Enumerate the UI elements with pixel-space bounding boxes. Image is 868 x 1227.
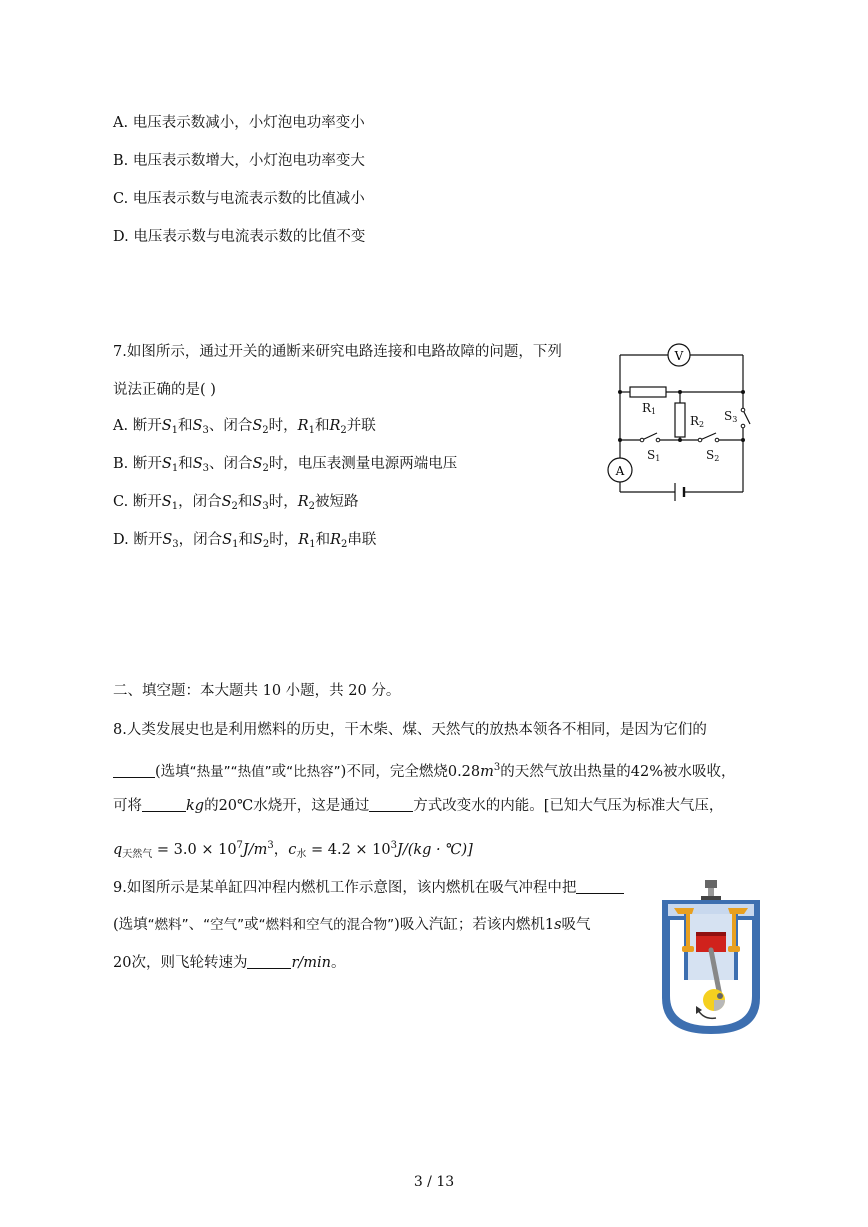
engine-diagram — [656, 878, 766, 1038]
answer-blank[interactable] — [247, 954, 291, 969]
q7-option-d: D. 断开$S_3$，闭合$S_1$和$S_2$时，$R_1$和$R_2$串联 — [113, 532, 377, 550]
s2-label: S2 — [706, 448, 720, 463]
s1-label: S1 — [647, 448, 661, 463]
page-number: 3 / 13 — [413, 1174, 455, 1190]
q7-stem-line1: 7.如图所示，通过开关的通断来研究电路连接和电路故障的问题，下列 — [113, 344, 562, 360]
q6-option-a: A. 电压表示数减小，小灯泡电功率变小 — [113, 115, 365, 131]
q9-stem-line2: (选填“燃料”、“空气”或“燃料和空气的混合物”)吸入汽缸；若该内燃机1s吸气 — [113, 917, 591, 933]
q7-stem-line2: 说法正确的是( ) — [113, 382, 216, 398]
voltmeter-label: V — [674, 349, 684, 363]
q6-option-c: C. 电压表示数与电流表示数的比值减小 — [113, 191, 365, 207]
answer-blank[interactable] — [113, 763, 155, 778]
section-heading: 二、填空题：本大题共 10 小题，共 20 分。 — [113, 683, 401, 699]
battery — [675, 483, 684, 501]
answer-blank[interactable] — [369, 797, 413, 812]
q7-option-c: C. 断开$S_1$，闭合$S_2$和$S_3$时，$R_2$被短路 — [113, 494, 359, 512]
s3-label: S3 — [724, 409, 738, 424]
q7-option-b: B. 断开$S_1$和$S_3$、闭合$S_2$时，电压表测量电源两端电压 — [113, 456, 458, 474]
resistor-r2 — [675, 403, 685, 437]
circuit-diagram — [600, 340, 760, 510]
resistor-r1 — [630, 387, 666, 397]
answer-blank[interactable] — [142, 797, 186, 812]
r2-label: R2 — [690, 414, 705, 429]
q6-option-b: B. 电压表示数增大，小灯泡电功率变大 — [113, 153, 365, 169]
q8-given-values: $q_{天然气} = 3.0 \times 10^7J/m^3$，$c_水 = 4.2 \times 10^3J/(kg$ · ℃)] — [113, 840, 473, 860]
q6-option-d: D. 电压表示数与电流表示数的比值不变 — [113, 229, 366, 245]
ammeter-label: A — [615, 464, 625, 478]
answer-blank[interactable] — [576, 879, 624, 894]
q9-stem-line3: 20次，则飞轮转速为 r/min。 — [113, 955, 346, 971]
r1-label: R1 — [642, 401, 657, 416]
q8-stem-line3: 可将 kg的20℃水烧开，这是通过 方式改变水的内能。[已知大气压为标准大气压， — [113, 798, 724, 814]
q8-stem-line2: (选填“热量”“热值”或“比热容”)不同，完全燃烧$0.28m^3$的天然气放出热量的42%被水吸收， — [113, 758, 736, 782]
q8-stem-line1: 8.人类发展史也是利用燃料的历史，干木柴、煤、天然气的放热本领各不相同，是因为它们的 — [113, 722, 707, 738]
q7-option-a: A. 断开$S_1$和$S_3$、闭合$S_2$时，$R_1$和$R_2$并联 — [113, 418, 376, 436]
q9-stem-line1: 9.如图所示是某单缸四冲程内燃机工作示意图，该内燃机在吸气冲程中把 — [113, 878, 624, 898]
